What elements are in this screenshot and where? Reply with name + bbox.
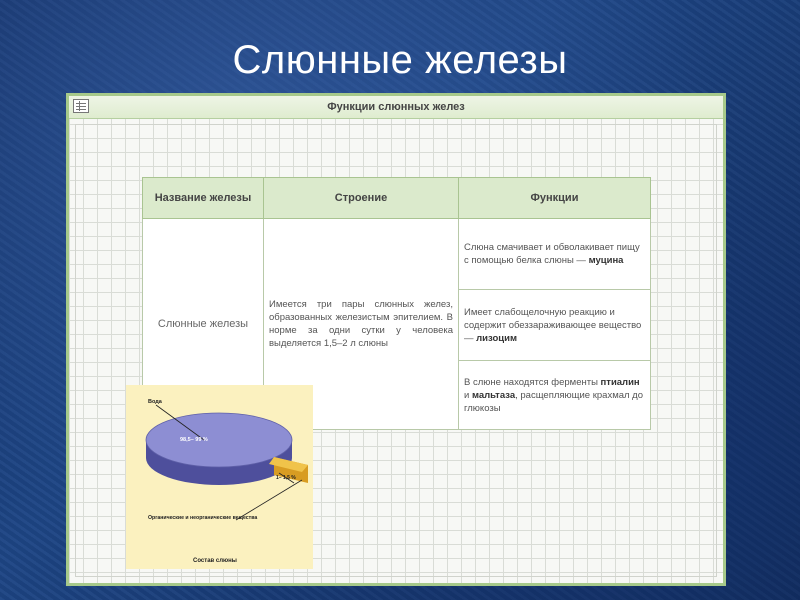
pie-water-slice (146, 413, 292, 467)
structure-cell: Имеется три пары слюнных желез, образованных железистым эпителием. В норме за одни сутки у человека выделяется 1,5–2 л слюны (264, 219, 459, 430)
slide-title: Слюнные железы (232, 38, 568, 82)
function-keyword: лизоцим (476, 332, 518, 344)
function-cell-3 (459, 361, 651, 430)
saliva-composition-diagram (126, 385, 313, 569)
pie-chart-3d (126, 385, 313, 569)
function-keyword: птиалин (600, 376, 640, 388)
column-header-structure: Строение (264, 178, 459, 219)
column-header-name: Название железы (143, 178, 264, 219)
function-text: В слюне находятся ферменты (464, 376, 601, 388)
label-other: Органические и неорганические вещества (148, 515, 258, 521)
panel-title: Функции слюнных желез (327, 101, 465, 113)
diagram-caption: Состав слюны (193, 558, 237, 564)
function-text: Слюна смачивает и обволакивает пищу с помощью белка слюны — (464, 242, 640, 266)
table-row (143, 219, 651, 290)
function-text: Имеет слабощелочную реакцию и содержит обеззараживающее вещество — (464, 306, 642, 344)
function-text: и (464, 389, 472, 401)
table-icon (73, 99, 89, 113)
panel-header (69, 96, 723, 119)
function-text: , расщепляющие крахмал до глюкозы (464, 389, 644, 414)
function-keyword: мальтаза (471, 389, 516, 401)
label-other-percent: 1– 1,5 % (276, 475, 296, 481)
table-header-row (143, 178, 651, 219)
function-cell-1 (459, 219, 651, 290)
label-water-percent: 98,5– 99 % (180, 437, 208, 443)
label-water: Вода (148, 399, 162, 405)
leader-line-other (236, 480, 302, 520)
function-keyword: муцина (588, 255, 624, 266)
function-cell-2 (459, 290, 651, 361)
column-header-functions: Функции (459, 178, 651, 219)
gland-name-cell: Слюнные железы (143, 219, 264, 430)
